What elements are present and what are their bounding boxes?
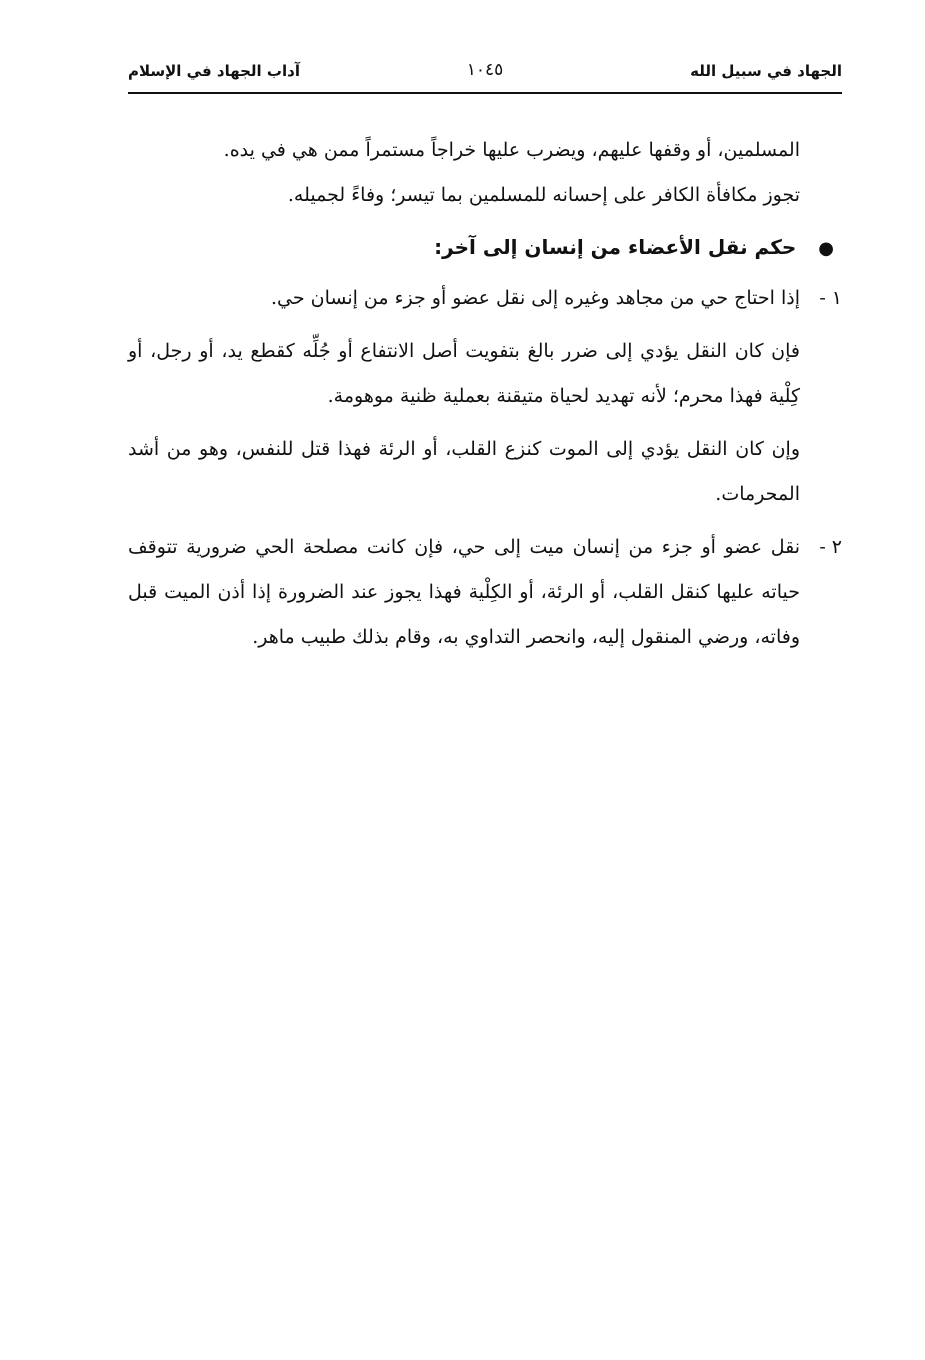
paragraph-reward: تجوز مكافأة الكافر على إحسانه للمسلمين بما تيسر؛ وفاءً لجميله. [287,184,800,206]
list-number: ١ - [819,287,842,309]
bullet-icon: ● [818,238,834,259]
list-item-text: نقل عضو أو جزء من إنسان ميت إلى حي، فإن كانت مصلحة الحي ضرورية تتوقف حياته عليها كنقل القلب، أو الرئة، أو الكِلْية فهذا يجوز عند الضرورة إذا أذن الميت قبل وفاته، ورضي المنقول إليه، وانحصر التداوي به، وقام بذلك طبيب ماهر. [128,536,800,648]
page-body [128,128,842,660]
list-item [128,525,842,660]
page-number: ١٠٤٥ [466,60,504,80]
section-heading [128,222,842,274]
section-heading-text: حكم نقل الأعضاء من إنسان إلى آخر: [434,235,797,259]
running-header [128,58,842,94]
list-number: ٢ - [819,536,842,558]
paragraph-harmful-transfer: فإن كان النقل يؤدي إلى ضرر بالغ بتفويت أصل الانتفاع أو جُلِّه كقطع يد، أو رجل، أو كِلْية فهذا محرم؛ لأنه تهديد لحياة متيقنة بعملية ظنية موهومة. [128,340,800,407]
chapter-title: آداب الجهاد في الإسلام [128,62,300,80]
paragraph-continuation: المسلمين، أو وقفها عليهم، ويضرب عليها خراجاً مستمراً ممن هي في يده. [223,139,800,161]
book-title: الجهاد في سبيل الله [690,62,842,80]
list-item [128,276,842,321]
list-item-text: إذا احتاج حي من مجاهد وغيره إلى نقل عضو أو جزء من إنسان حي. [270,287,800,309]
paragraph-fatal-transfer: وإن كان النقل يؤدي إلى الموت كنزع القلب، أو الرئة فهذا قتل للنفس، وهو من أشد المحرمات. [128,438,800,505]
